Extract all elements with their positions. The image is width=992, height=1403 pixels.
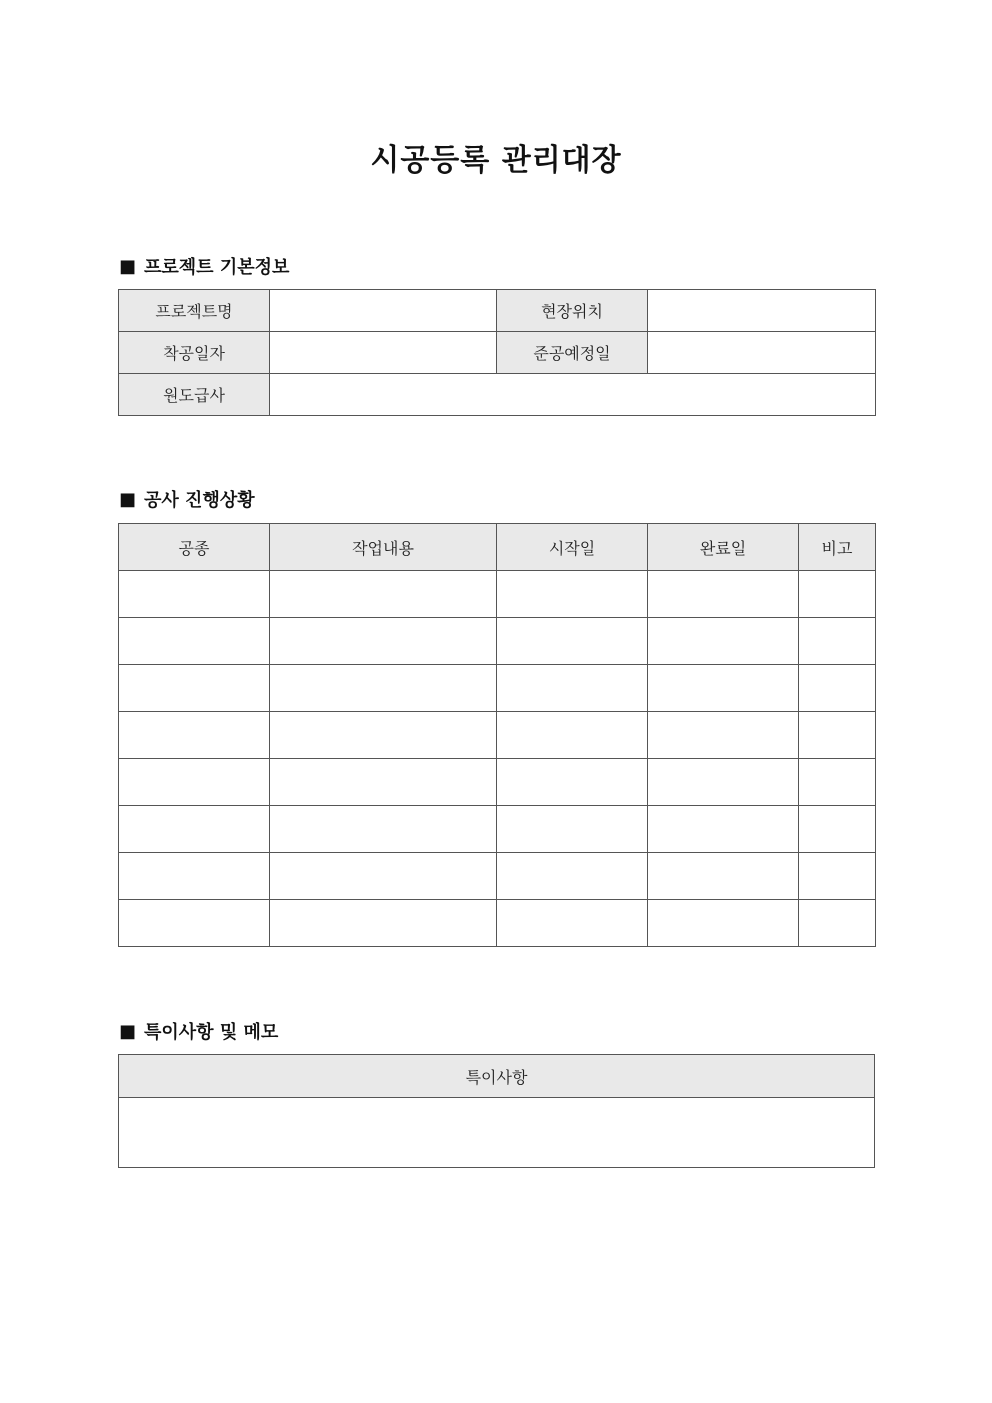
- remarks-cell[interactable]: [799, 712, 876, 759]
- table-row: [119, 571, 876, 618]
- table-row: [119, 759, 876, 806]
- column-header-end-date: 완료일: [648, 524, 799, 571]
- column-header-special-notes: 특이사항: [119, 1055, 875, 1098]
- remarks-cell[interactable]: [799, 618, 876, 665]
- table-row: [119, 806, 876, 853]
- start-date-cell[interactable]: [497, 618, 648, 665]
- section-heading-label: 특이사항 및 메모: [144, 1022, 279, 1043]
- start-date-cell[interactable]: [497, 712, 648, 759]
- start-date-label: 착공일자: [119, 332, 270, 374]
- work-content-cell[interactable]: [270, 665, 497, 712]
- trade-cell[interactable]: [119, 853, 270, 900]
- trade-cell[interactable]: [119, 665, 270, 712]
- trade-cell[interactable]: [119, 571, 270, 618]
- end-date-cell[interactable]: [648, 900, 799, 947]
- table-row: [119, 1098, 875, 1168]
- progress-table: [118, 523, 876, 947]
- table-header-row: [119, 1055, 875, 1098]
- trade-cell[interactable]: [119, 759, 270, 806]
- table-row: [119, 332, 876, 374]
- remarks-cell[interactable]: [799, 759, 876, 806]
- start-date-cell[interactable]: [497, 900, 648, 947]
- trade-cell[interactable]: [119, 712, 270, 759]
- start-date-cell[interactable]: [497, 571, 648, 618]
- work-content-cell[interactable]: [270, 712, 497, 759]
- page-title: 시공등록 관리대장: [370, 143, 622, 178]
- work-content-cell[interactable]: [270, 853, 497, 900]
- table-header-row: [119, 524, 876, 571]
- remarks-cell[interactable]: [799, 806, 876, 853]
- section-heading-progress: [119, 486, 255, 512]
- project-name-label: 프로젝트명: [119, 290, 270, 332]
- work-content-cell[interactable]: [270, 900, 497, 947]
- table-row: [119, 290, 876, 332]
- section-heading-notes: [119, 1018, 278, 1044]
- table-row: [119, 853, 876, 900]
- column-header-remarks: 비고: [799, 524, 876, 571]
- work-content-cell[interactable]: [270, 618, 497, 665]
- completion-date-label: 준공예정일: [497, 332, 648, 374]
- table-row: [119, 665, 876, 712]
- contractor-field[interactable]: [270, 374, 876, 416]
- remarks-cell[interactable]: [799, 571, 876, 618]
- column-header-trade: 공종: [119, 524, 270, 571]
- work-content-cell[interactable]: [270, 759, 497, 806]
- contractor-label: 원도급사: [119, 374, 270, 416]
- work-content-cell[interactable]: [270, 571, 497, 618]
- section-heading-label: 공사 진행상황: [144, 490, 255, 511]
- end-date-cell[interactable]: [648, 712, 799, 759]
- start-date-cell[interactable]: [497, 853, 648, 900]
- notes-table: [118, 1054, 875, 1168]
- site-location-field[interactable]: [648, 290, 876, 332]
- start-date-cell[interactable]: [497, 665, 648, 712]
- trade-cell[interactable]: [119, 618, 270, 665]
- work-content-cell[interactable]: [270, 806, 497, 853]
- table-row: [119, 900, 876, 947]
- trade-cell[interactable]: [119, 806, 270, 853]
- column-header-start-date: 시작일: [497, 524, 648, 571]
- end-date-cell[interactable]: [648, 618, 799, 665]
- trade-cell[interactable]: [119, 900, 270, 947]
- remarks-cell[interactable]: [799, 665, 876, 712]
- project-name-field[interactable]: [270, 290, 497, 332]
- column-header-work-content: 작업내용: [270, 524, 497, 571]
- site-location-label: 현장위치: [497, 290, 648, 332]
- end-date-cell[interactable]: [648, 806, 799, 853]
- table-row: [119, 712, 876, 759]
- table-row: [119, 618, 876, 665]
- square-bullet-icon: ■: [119, 255, 137, 277]
- remarks-cell[interactable]: [799, 853, 876, 900]
- start-date-cell[interactable]: [497, 806, 648, 853]
- special-notes-field[interactable]: [119, 1098, 875, 1168]
- end-date-cell[interactable]: [648, 571, 799, 618]
- start-date-cell[interactable]: [497, 759, 648, 806]
- section-heading-basic-info: [119, 253, 289, 279]
- end-date-cell[interactable]: [648, 853, 799, 900]
- end-date-cell[interactable]: [648, 759, 799, 806]
- square-bullet-icon: ■: [119, 1020, 137, 1042]
- end-date-cell[interactable]: [648, 665, 799, 712]
- square-bullet-icon: ■: [119, 488, 137, 510]
- project-info-table: [118, 289, 876, 416]
- section-heading-label: 프로젝트 기본정보: [144, 257, 290, 278]
- start-date-field[interactable]: [270, 332, 497, 374]
- completion-date-field[interactable]: [648, 332, 876, 374]
- table-row: [119, 374, 876, 416]
- remarks-cell[interactable]: [799, 900, 876, 947]
